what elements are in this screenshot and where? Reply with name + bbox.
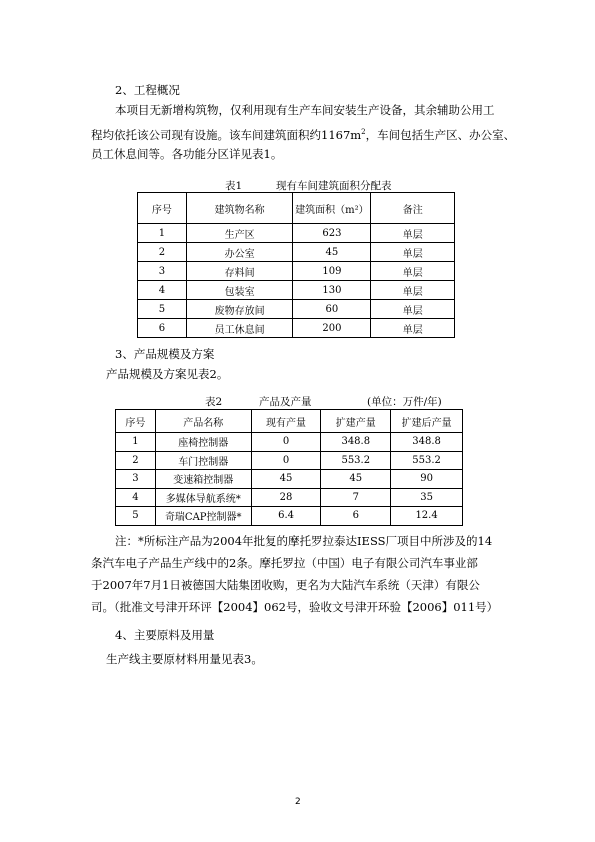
table-cell: 变速箱控制器	[155, 470, 251, 489]
table-row	[138, 319, 455, 338]
page-number: 2	[295, 797, 301, 807]
table-cell: 6	[321, 507, 391, 526]
section-2-heading: 2、工程概况	[115, 83, 180, 97]
table-header-row	[116, 410, 463, 433]
table-cell: 200	[293, 319, 371, 338]
section-4-heading: 4、主要原料及用量	[115, 628, 215, 642]
table-cell: 单层	[371, 262, 455, 281]
table-cell: 单层	[371, 281, 455, 300]
line-2-text-b: ，车间包括生产区、办公室、	[365, 127, 516, 142]
table-header-cell: 建筑面积（m²）	[293, 193, 371, 224]
table-header-cell: 产品名称	[155, 410, 251, 433]
section-2-paragraph-line-1: 本项目无新增构筑物，仅利用现有生产车间安装生产设备，其余辅助公用工	[115, 103, 495, 117]
table-cell: 办公室	[186, 243, 293, 262]
table-cell: 348.8	[321, 433, 391, 452]
table-1-caption-number: 表1	[225, 180, 243, 192]
table-row	[116, 433, 463, 452]
table-row	[116, 470, 463, 489]
table-header-cell: 备注	[371, 193, 455, 224]
table-cell: 6	[138, 319, 187, 338]
table-row	[138, 224, 455, 243]
table-cell: 生产区	[186, 224, 293, 243]
section-4-paragraph: 生产线主要原材料用量见表3。	[106, 652, 263, 666]
table-cell: 2	[138, 243, 187, 262]
table-cell: 3	[138, 262, 187, 281]
table-cell: 单层	[371, 243, 455, 262]
table-cell: 35	[391, 488, 463, 507]
table-header-row	[138, 193, 455, 224]
table-cell: 员工休息间	[186, 319, 293, 338]
table-cell: 单层	[371, 300, 455, 319]
table-cell: 0	[251, 433, 321, 452]
table-cell: 348.8	[391, 433, 463, 452]
table-header-cell: 建筑物名称	[186, 193, 293, 224]
note-line-3: 于2007年7月1日被德国大陆集团收购，更名为大陆汽车系统（天津）有限公	[91, 578, 480, 592]
table-cell: 单层	[371, 319, 455, 338]
table-2-caption-title: 产品及产量	[259, 396, 312, 408]
table-2-caption-number: 表2	[205, 396, 223, 408]
table-cell: 5	[138, 300, 187, 319]
building-area-table	[137, 192, 455, 338]
table-row	[116, 488, 463, 507]
note-line-2: 条汽车电子产品生产线中的2条。摩托罗拉（中国）电子有限公司汽车事业部	[91, 556, 478, 570]
table-row	[116, 451, 463, 470]
table-cell: 5	[116, 507, 156, 526]
section-3-paragraph: 产品规模及方案见表2。	[106, 367, 229, 381]
note-line-4: 司。（批准文号津开环评【2004】062号，验收文号津开环验【2006】011号）	[91, 600, 499, 614]
table-header-cell: 扩建后产量	[391, 410, 463, 433]
table-header-cell: 序号	[116, 410, 156, 433]
table-cell: 12.4	[391, 507, 463, 526]
table-cell: 553.2	[391, 451, 463, 470]
table-cell: 座椅控制器	[155, 433, 251, 452]
table-cell: 多媒体导航系统*	[155, 488, 251, 507]
area-unit-superscript: 2	[361, 128, 366, 136]
table-cell: 废物存放间	[186, 300, 293, 319]
table-row	[138, 243, 455, 262]
table-cell: 7	[321, 488, 391, 507]
table-cell: 2	[116, 451, 156, 470]
product-output-table	[115, 409, 463, 526]
table-1-caption-title: 现有车间建筑面积分配表	[276, 180, 392, 192]
table-cell: 0	[251, 451, 321, 470]
table-cell: 28	[251, 488, 321, 507]
table-cell: 45	[251, 470, 321, 489]
table-cell: 45	[321, 470, 391, 489]
table-cell: 包装室	[186, 281, 293, 300]
table-cell: 623	[293, 224, 371, 243]
table-row	[138, 262, 455, 281]
table-cell: 130	[293, 281, 371, 300]
table-cell: 1	[116, 433, 156, 452]
table-cell: 4	[138, 281, 187, 300]
table-row	[138, 281, 455, 300]
table-header-cell: 现有产量	[251, 410, 321, 433]
table-cell: 存料间	[186, 262, 293, 281]
table-header-cell: 扩建产量	[321, 410, 391, 433]
table-cell: 45	[293, 243, 371, 262]
table-cell: 单层	[371, 224, 455, 243]
table-cell: 3	[116, 470, 156, 489]
table-cell: 553.2	[321, 451, 391, 470]
table-row	[116, 507, 463, 526]
table-row	[138, 300, 455, 319]
table-cell: 1	[138, 224, 187, 243]
table-cell: 4	[116, 488, 156, 507]
table-header-cell: 序号	[138, 193, 187, 224]
table-2-caption-unit: (单位：万件/年)	[367, 396, 442, 408]
note-line-1: 注：*所标注产品为2004年批复的摩托罗拉泰达IESS厂项目中所涉及的14	[115, 534, 493, 548]
table-cell: 奇瑞CAP控制器*	[155, 507, 251, 526]
line-2-text-a: 程均依托该公司现有设施。该车间建筑面积约1167m	[91, 127, 362, 142]
table-cell: 60	[293, 300, 371, 319]
table-cell: 109	[293, 262, 371, 281]
section-2-paragraph-line-3: 员工休息间等。各功能分区详见表1。	[91, 147, 283, 161]
section-3-heading: 3、产品规模及方案	[115, 347, 215, 361]
table-cell: 90	[391, 470, 463, 489]
table-cell: 6.4	[251, 507, 321, 526]
table-cell: 车门控制器	[155, 451, 251, 470]
